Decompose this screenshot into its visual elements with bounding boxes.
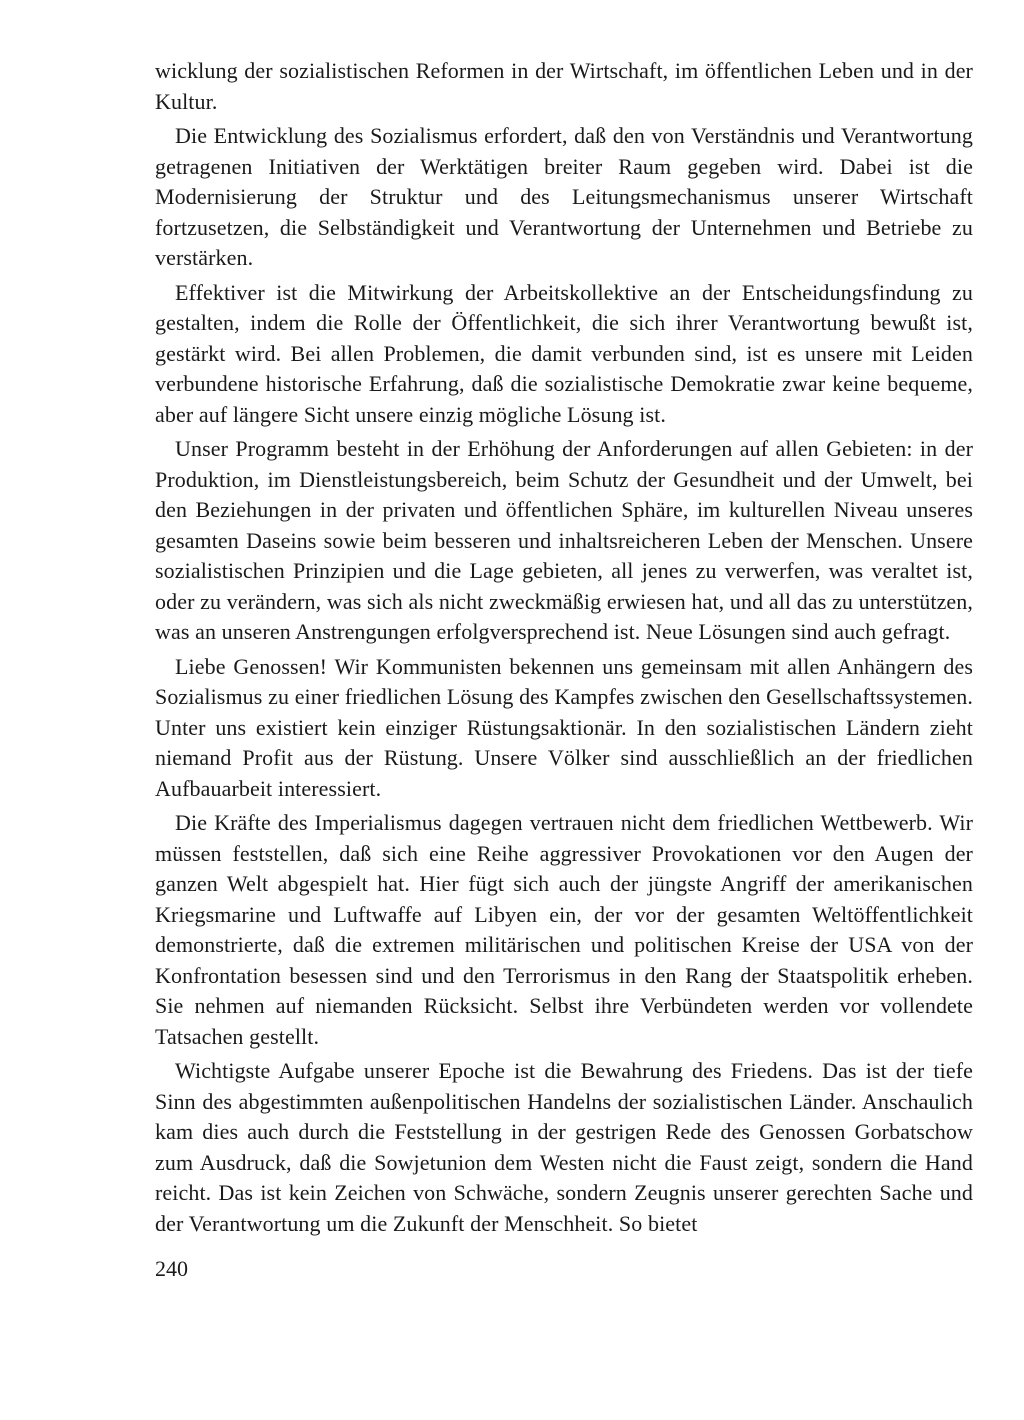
paragraph-1: wicklung der sozialistischen Reformen in der Wirtschaft, im öffentlichen Leben und in der Kultur. bbox=[155, 58, 973, 114]
paragraph-6: Die Kräfte des Imperialismus dagegen vertrauen nicht dem friedlichen Wettbewerb. Wir müssen feststellen, daß sich eine Reihe aggressiver Provokationen vor den Augen der ganzen Welt abgespielt hat. Hier fügt sich auch der jüngste Angriff der amerikanischen Kriegsmarine und Luftwaffe auf Libyen ein, der vor der gesamten Weltöffentlichkeit demonstrierte, daß die extremen militärischen und politischen Kreise der USA von der Konfrontation besessen sind und den Terrorismus in den Rang der Staatspolitik erheben. Sie nehmen auf niemanden Rücksicht. Selbst ihre Verbündeten werden vor vollendete Tatsachen gestellt. bbox=[155, 810, 973, 1049]
paragraph-7: Wichtigste Aufgabe unserer Epoche ist die Bewahrung des Friedens. Das ist der tiefe Sinn des abgestimmten außenpolitischen Handelns der sozialistischen Länder. Anschaulich kam dies auch durch die Feststellung in der gestrigen Rede des Genossen Gorbatschow zum Ausdruck, daß die Sowjetunion dem Westen nicht die Faust zeigt, sondern die Hand reicht. Das ist kein Zeichen von Schwäche, sondern Zeugnis unserer gerechten Sache und der Verantwortung um die Zukunft der Menschheit. So bietet bbox=[155, 1058, 973, 1236]
body-text bbox=[155, 56, 973, 1239]
paragraph-4: Unser Programm besteht in der Erhöhung der Anforderungen auf allen Gebieten: in der Produktion, im Dienstleistungsbereich, beim Schutz der Gesundheit und der Umwelt, bei den Beziehungen in der privaten und öffentlichen Sphäre, im kulturellen Niveau unseres gesamten Daseins sowie beim besseren und inhaltsreicheren Leben der Menschen. Unsere sozialistischen Prinzipien und die Lage gebieten, all jenes zu verwerfen, was veraltet ist, oder zu verändern, was sich als nicht zweckmäßig erwiesen hat, und all das zu unterstützen, was an unseren Anstrengungen erfolgversprechend ist. Neue Lösungen sind auch gefragt. bbox=[155, 436, 973, 644]
paragraph-5: Liebe Genossen! Wir Kommunisten bekennen uns gemeinsam mit allen Anhängern des Sozialismus zu einer friedlichen Lösung des Kampfes zwischen den Gesellschaftssystemen. Unter uns existiert kein einziger Rüstungsaktionär. In den sozialistischen Ländern zieht niemand Profit aus der Rüstung. Unsere Völker sind ausschließlich an der friedlichen Aufbauarbeit interessiert. bbox=[155, 653, 973, 801]
paragraph-2: Die Entwicklung des Sozialismus erfordert, daß den von Verständnis und Verantwortung getragenen Initiativen der Werktätigen breiter Raum gegeben wird. Dabei ist die Modernisierung der Struktur und des Leitungsmechanismus unserer Wirtschaft fortzusetzen, die Selbständigkeit und Verantwortung der Unternehmen und Betriebe zu verstärken. bbox=[155, 123, 973, 270]
page-number: 240 bbox=[155, 1256, 188, 1281]
paragraph-3: Effektiver ist die Mitwirkung der Arbeitskollektive an der Entscheidungsfindung zu gestalten, indem die Rolle der Öffentlichkeit, die sich ihrer Verantwortung bewußt ist, gestärkt wird. Bei allen Problemen, die damit verbunden sind, ist es unsere mit Leiden verbundene historische Erfahrung, daß die sozialistische Demokratie zwar keine bequeme, aber auf längere Sicht unsere einzig mögliche Lösung ist. bbox=[155, 279, 973, 427]
